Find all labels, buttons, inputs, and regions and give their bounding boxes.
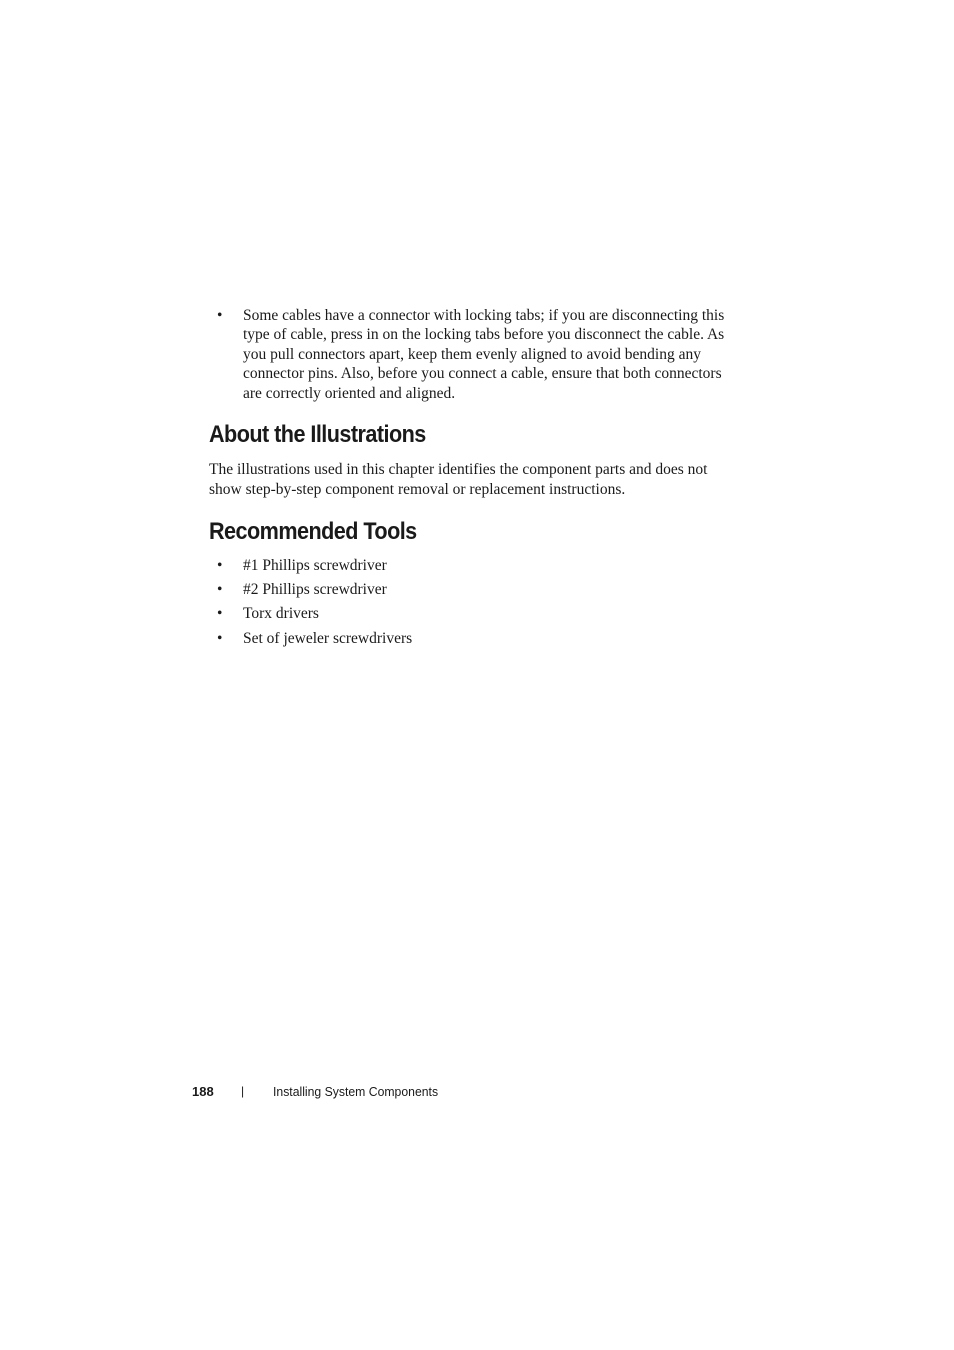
section-heading-recommended-tools: Recommended Tools — [209, 518, 417, 545]
section-heading-about-illustrations: About the Illustrations — [209, 421, 426, 448]
list-item-text: Some cables have a connector with locking tabs; if you are disconnecting this type of cable, press in on the locking tabs before you disconnect the cable. As you pull connectors apart, keep them evenly aligned to avoid bending any connector pins. Also, before you connect a cable, ensure that both connectors are correctly oriented and aligned. — [243, 307, 725, 402]
list-item — [209, 629, 739, 648]
list-item — [209, 604, 739, 623]
bullet-marker: • — [217, 581, 223, 599]
about-illustrations-paragraph: The illustrations used in this chapter identifies the component parts and does not show step-by-step component removal or replacement instructions. — [209, 461, 708, 498]
list-item — [209, 556, 739, 575]
footer-divider: | — [241, 1084, 245, 1098]
tool-item-text: Set of jeweler screwdrivers — [243, 629, 413, 647]
recommended-tools-list — [209, 556, 739, 653]
bullet-marker: • — [217, 557, 223, 574]
page-number: 188 — [192, 1084, 214, 1099]
tool-item-text: #2 Phillips screwdriver — [243, 581, 387, 599]
footer-section-title: Installing System Components — [273, 1084, 439, 1099]
cable-handling-bullet-list — [209, 306, 739, 403]
tool-item-text: #1 Phillips screwdriver — [243, 557, 387, 574]
bullet-marker: • — [217, 307, 223, 324]
list-item — [209, 306, 739, 403]
bullet-marker: • — [217, 605, 223, 623]
list-item — [209, 580, 739, 599]
bullet-marker: • — [217, 629, 223, 647]
tool-item-text: Torx drivers — [243, 605, 319, 623]
